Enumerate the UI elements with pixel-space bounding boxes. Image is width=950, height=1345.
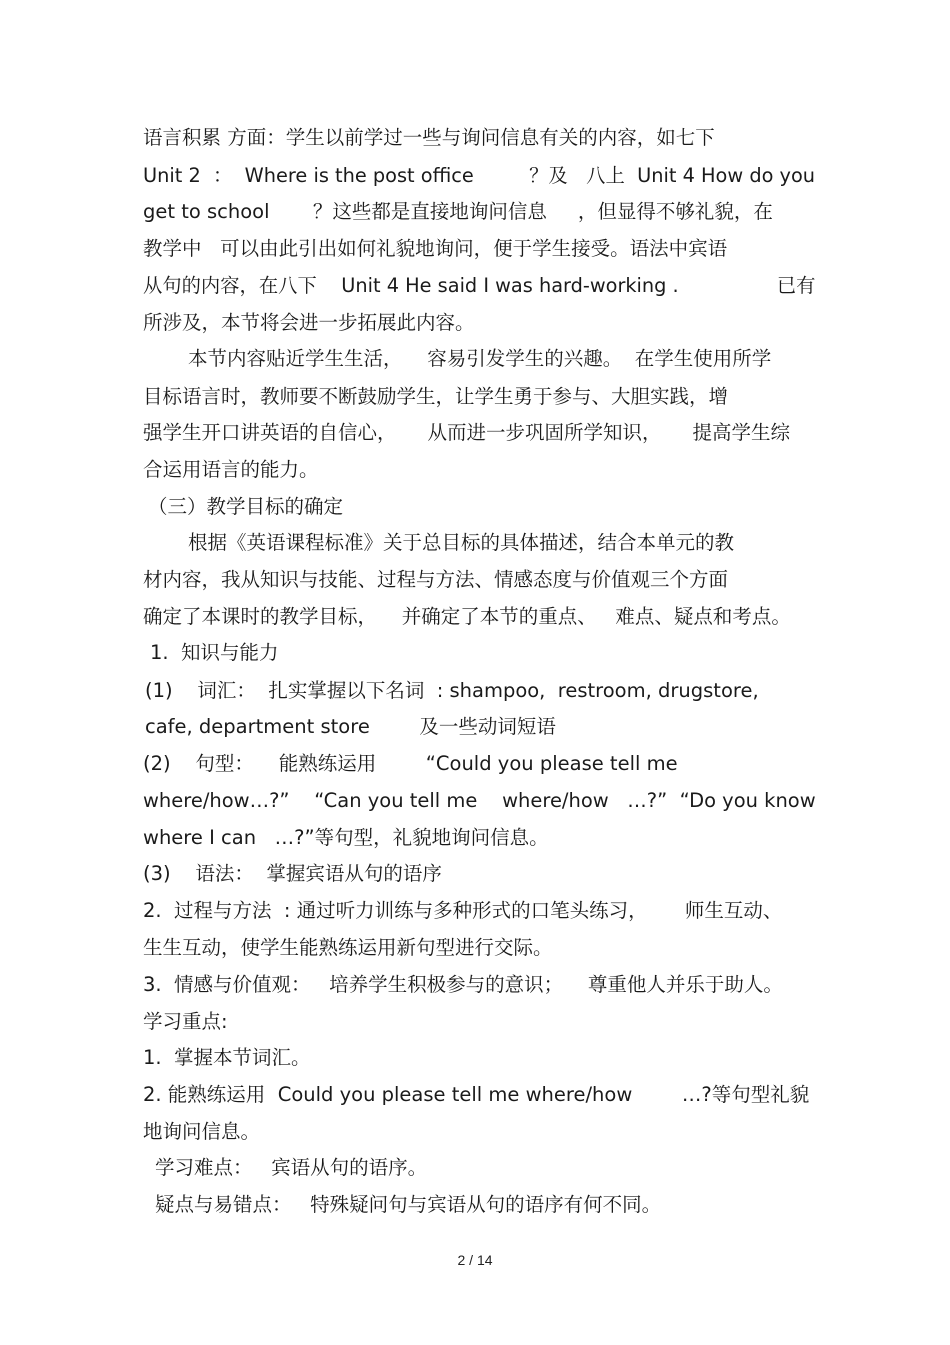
text-line: 强学生开口讲英语的自信心， 从而进一步巩固所学知识， 提高学生综 <box>143 421 790 444</box>
text-line: get to school ？这些都是直接地询问信息 ，但显得不够礼貌，在 <box>143 200 773 223</box>
text-line: Unit 2 ： Where is the post office ？及 八上 Unit 4 How do you <box>143 164 816 187</box>
text-line: where I can …?”等句型，礼貌地询问信息。 <box>143 826 549 849</box>
list-item: (3) 语法： 掌握宾语从句的语序 <box>143 862 442 885</box>
text-line: 疑点与易错点： 特殊疑问句与宾语从句的语序有何不同。 <box>155 1193 662 1216</box>
text-line: 目标语言时，教师要不断鼓励学生，让学生勇于参与、大胆实践，增 <box>143 385 729 408</box>
text-line: 本节内容贴近学生生活， 容易引发学生的兴趣。 在学生使用所学 <box>188 347 772 370</box>
text-line: 所涉及，本节将会进一步拓展此内容。 <box>143 311 475 334</box>
text-line: where/how…?” “Can you tell me where/how …?” “Do you know <box>143 789 816 812</box>
list-item: (2) 句型： 能熟练运用 “Could you please tell me <box>143 752 678 775</box>
text-line: 学习难点： 宾语从句的语序。 <box>155 1156 428 1179</box>
list-item: (1) 词汇： 扎实掌握以下名词 : shampoo, restroom, drugstore, <box>145 679 759 702</box>
section-heading: 学习重点: <box>143 1010 228 1033</box>
text-line: 确定了本课时的教学目标， 并确定了本节的重点、 难点、疑点和考点。 <box>143 605 791 628</box>
text-line: 从句的内容，在八下 Unit 4 He said I was hard-working . 已有 <box>143 274 816 297</box>
list-item: 2. 过程与方法 : 通过听力训练与多种形式的口笔头练习， 师生互动、 <box>143 899 783 922</box>
text-line: 合运用语言的能力。 <box>143 458 319 481</box>
text-line: 材内容，我从知识与技能、过程与方法、情感态度与价值观三个方面 <box>143 568 729 591</box>
section-heading: （三）教学目标的确定 <box>148 495 344 518</box>
text-line: 语言积累 方面：学生以前学过一些与询问信息有关的内容，如七下 <box>143 126 715 149</box>
list-item: 2. 能熟练运用 Could you please tell me where/how …?等句型礼貌 <box>143 1083 810 1106</box>
text-line: 生生互动，使学生能熟练运用新句型进行交际。 <box>143 936 553 959</box>
text-line: 教学中 可以由此引出如何礼貌地询问，便于学生接受。语法中宾语 <box>143 237 728 260</box>
list-heading: 1. 知识与能力 <box>150 641 279 664</box>
list-item: 3. 情感与价值观： 培养学生积极参与的意识； 尊重他人并乐于助人。 <box>143 973 783 996</box>
page-number: 2 / 14 <box>457 1252 493 1268</box>
list-item: 1. 掌握本节词汇。 <box>143 1046 311 1069</box>
text-line: 地询问信息。 <box>143 1120 261 1143</box>
text-line: 根据《英语课程标准》关于总目标的具体描述，结合本单元的教 <box>188 531 735 554</box>
text-line: cafe, department store 及一些动词短语 <box>145 715 556 738</box>
